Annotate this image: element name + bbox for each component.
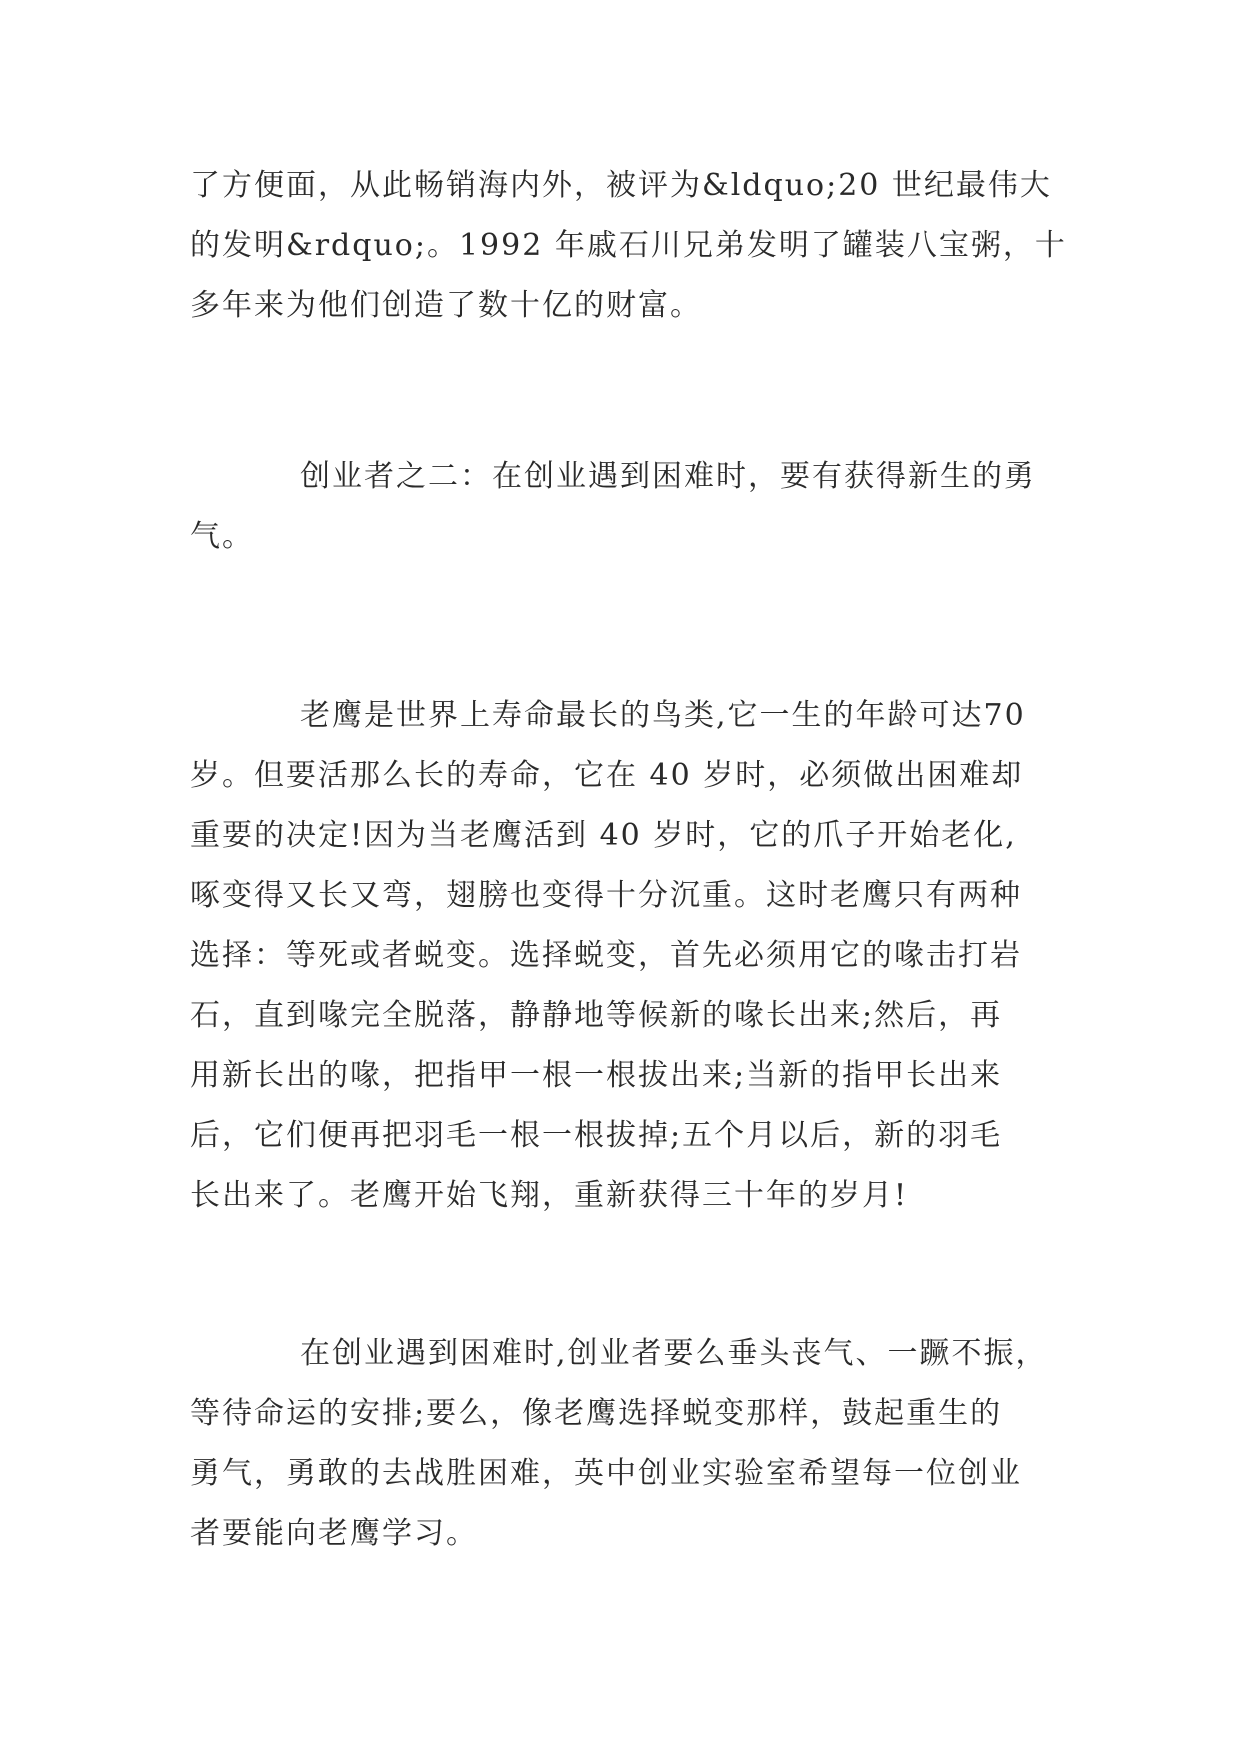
text-line: 长出来了。老鹰开始飞翔，重新获得三十年的岁月! — [190, 1178, 909, 1213]
text-line: 选择：等死或者蜕变。选择蜕变，首先必须用它的喙击打岩 — [190, 938, 1022, 973]
text-line: 啄变得又长又弯，翅膀也变得十分沉重。这时老鹰只有两种 — [190, 878, 1022, 913]
text-line: 创业者之二：在创业遇到困难时，要有获得新生的勇 — [300, 459, 1036, 494]
text-line: 者要能向老鹰学习。 — [190, 1516, 478, 1551]
text-line: 后，它们便再把羽毛一根一根拔掉;五个月以后，新的羽毛 — [190, 1118, 1003, 1153]
text-line: 的发明&rdquo;。1992 年戚石川兄弟发明了罐装八宝粥，十 — [190, 228, 1067, 263]
paragraph-eagle-story — [190, 686, 1052, 1226]
paragraph-instant-noodles — [190, 156, 1067, 336]
text-line: 气。 — [190, 519, 254, 554]
text-line: 石，直到喙完全脱落，静静地等候新的喙长出来;然后，再 — [190, 998, 1003, 1033]
text-line: 用新长出的喙，把指甲一根一根拔出来;当新的指甲长出来 — [190, 1058, 1003, 1093]
text-line: 岁。但要活那么长的寿命，它在 40 岁时，必须做出困难却 — [190, 758, 1024, 793]
text-line: 在创业遇到困难时,创业者要么垂头丧气、一蹶不振， — [300, 1336, 1048, 1371]
text-line: 勇气，勇敢的去战胜困难，英中创业实验室希望每一位创业 — [190, 1456, 1022, 1491]
text-line: 重要的决定!因为当老鹰活到 40 岁时，它的爪子开始老化, — [190, 818, 1017, 853]
text-line: 等待命运的安排;要么，像老鹰选择蜕变那样，鼓起重生的 — [190, 1396, 1003, 1431]
text-line: 老鹰是世界上寿命最长的鸟类,它一生的年龄可达70 — [300, 698, 1026, 733]
paragraph-conclusion — [190, 1324, 1052, 1564]
text-line: 了方便面，从此畅销海内外，被评为&ldquo;20 世纪最伟大 — [190, 168, 1052, 203]
section-heading-entrepreneur-two — [190, 447, 1052, 567]
text-line: 多年来为他们创造了数十亿的财富。 — [190, 288, 702, 323]
